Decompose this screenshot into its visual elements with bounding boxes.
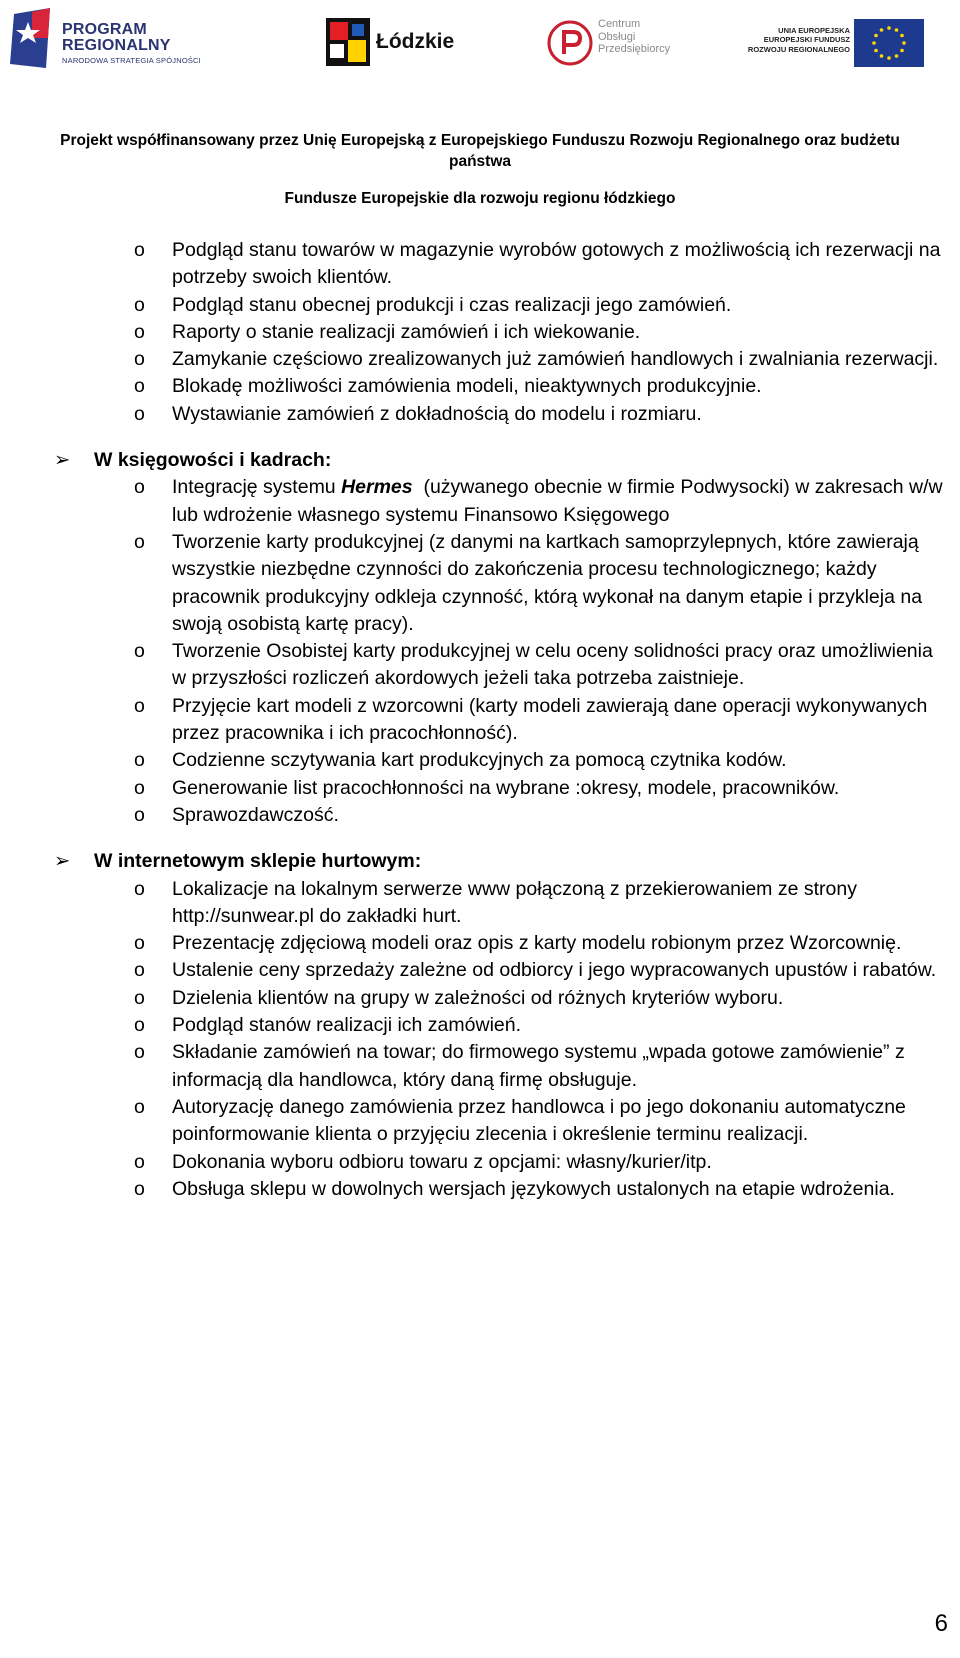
eu-star (880, 28, 884, 32)
section-heading-sklep (0, 848, 960, 875)
circle-bullet-icon: o (134, 694, 145, 717)
list-item-text: Ustalenie ceny sprzedaży zależne od odbiorcy i jego wypracowanych upustów i rabatów. (172, 959, 937, 982)
eu-line1: UNIA EUROPEJSKA (778, 26, 850, 35)
list-item-text: Dzielenia klientów na grupy w zależności od różnych kryteriów wyboru. (172, 986, 784, 1009)
cop-line3: Przedsiębiorcy (598, 43, 671, 56)
list-item-text: Składanie zamówień na towar; do firmowego systemu „wpada gotowe zamówienie” z informacją dla handlowca, który daną firmę obsługuje. (172, 1041, 905, 1091)
document-body (0, 237, 960, 1203)
list-item (0, 693, 960, 748)
list-item (0, 529, 960, 638)
eu-star (872, 41, 876, 45)
circle-bullet-icon: o (134, 749, 145, 772)
list-item-text: Dokonania wyboru odbioru towaru z opcjami: własny/kurier/itp. (172, 1150, 712, 1173)
circle-bullet-icon: o (134, 1041, 145, 1064)
circle-bullet-icon: o (134, 348, 145, 371)
hermes-text-after: (używanego obecnie w firmie Podwysocki) w zakresach w/w lub wdrożenie własnego systemu Finansowo Księgowego (172, 476, 954, 526)
cop-line1: Centrum (598, 18, 641, 30)
list-item (0, 802, 960, 829)
eu-star (874, 34, 878, 38)
section-title-sklep: W internetowym sklepie hurtowym: (94, 850, 422, 873)
lodzkie-squares-logo-icon (326, 18, 370, 66)
circle-bullet-icon: o (134, 640, 145, 663)
list-item-text: Raporty o stanie realizacji zamówień i ich wiekowanie. (172, 320, 641, 343)
circle-bullet-icon: o (134, 1095, 145, 1118)
list-item (0, 1149, 960, 1176)
list-item (0, 292, 960, 319)
eu-flag-icon (854, 19, 924, 67)
eu-star (895, 54, 899, 58)
arrow-bullet-icon: ➢ (54, 449, 71, 472)
strategia-label: NARODOWA STRATEGIA SPÓJNOŚCI (62, 56, 201, 65)
eu-line2: EUROPEJSKI FUNDUSZ (763, 35, 850, 45)
intro-list (0, 237, 960, 428)
list-item-text: Codzienne sczytywania kart produkcyjnych za pomocą czytnika kodów. (172, 749, 787, 772)
circle-bullet-icon: o (134, 476, 145, 499)
list-item-text: Sprawozdawczość. (172, 803, 339, 826)
list-item (0, 747, 960, 774)
cop-logo (546, 8, 671, 72)
eu-line3: ROZWOJU REGIONALNEGO (747, 44, 850, 54)
circle-bullet-icon: o (134, 986, 145, 1009)
list-item (0, 957, 960, 984)
list-item-text: Zamykanie częściowo zrealizowanych już zamówień handlowych i zwalniania rezerwacji. (172, 348, 939, 371)
list-item (0, 775, 960, 802)
eu-star (887, 56, 891, 60)
cop-line2: Obsługi (598, 30, 636, 43)
list-item (0, 876, 960, 931)
list-item-text: Podgląd stanu obecnej produkcji i czas realizacji jego zamówień. (172, 293, 732, 316)
cofinancing-note (0, 130, 960, 172)
circle-bullet-icon: o (134, 320, 145, 343)
logo-bar (0, 0, 960, 86)
list-item (0, 346, 960, 373)
circle-bullet-icon: o (134, 293, 145, 316)
star-flag-logo-icon (10, 8, 58, 70)
fundusze-heading: Fundusze Europejskie dla rozwoju regionu łódzkiego (284, 190, 676, 207)
lodzkie-label: Łódzkie (376, 30, 455, 53)
list-item (0, 474, 960, 529)
cofinancing-line2: państwa (448, 153, 511, 170)
circle-bullet-icon: o (134, 1177, 145, 1200)
list-item (0, 237, 960, 292)
list-item (0, 930, 960, 957)
circle-bullet-icon: o (134, 1150, 145, 1173)
list-item-text: Tworzenie Osobistej karty produkcyjnej w celu oceny solidności pracy oraz umożliwienia w przyszłości rozliczeń akordowych jeżeli taka potrzeba zaistnieje. (172, 640, 933, 690)
list-item-text: Blokadę możliwości zamówienia modeli, nieaktywnych produkcyjnie. (172, 375, 762, 398)
list-item-text: Wystawianie zamówień z dokładnością do modelu i rozmiaru. (172, 402, 702, 425)
circle-bullet-icon: o (134, 803, 145, 826)
arrow-bullet-icon: ➢ (54, 850, 71, 873)
list-item (0, 319, 960, 346)
eu-star (874, 49, 878, 53)
list-item (0, 985, 960, 1012)
list-item (0, 1012, 960, 1039)
lodzkie-logo (326, 8, 466, 72)
circle-bullet-icon: o (134, 239, 145, 261)
program-label: PROGRAM (62, 21, 147, 38)
page-number: 6 (934, 1610, 948, 1637)
hermes-text-before: Integrację systemu (172, 476, 342, 499)
eu-star (887, 26, 891, 30)
cofinancing-line1: Projekt współfinansowany przez Unię Europejską z Europejskiego Funduszu Rozwoju Regionalnego oraz budżetu (60, 132, 900, 149)
program-regionalny-logo (10, 8, 210, 72)
list-item-text: Podgląd stanu towarów w magazynie wyrobów gotowych z możliwością ich rezerwacji na potrzeby swoich klientów. (172, 239, 941, 289)
regionalny-label: REGIONALNY (62, 37, 171, 54)
list-item (0, 1039, 960, 1094)
list-item-text: Generowanie list pracochłonności na wybrane :okresy, modele, pracowników. (172, 776, 840, 799)
eu-star (895, 28, 899, 32)
eu-logo (736, 8, 932, 72)
circle-bullet-icon: o (134, 530, 145, 553)
list-item-text: Przyjęcie kart modeli z wzorcowni (karty modeli zawierają dane operacji wykonywanych przez pracownika i ich pracochłonność). (172, 694, 928, 745)
list-item (0, 1176, 960, 1203)
hermes-emphasis: Hermes (341, 476, 413, 499)
list-item-text: Tworzenie karty produkcyjnej (z danymi na kartkach samoprzylepnych, które zawierają wszystkie niezbędne czynności do zakończenia procesu technologicznego; każdy pracownik produkcyjny odkleja czynność, którą wykonał na danym etapie i przykleja na swoją osobistą kartę pracy). (172, 530, 923, 635)
list-item-text: Podgląd stanów realizacji ich zamówień. (172, 1014, 522, 1037)
circle-bullet-icon: o (134, 877, 145, 900)
list-item (0, 401, 960, 428)
list-item-text: Obsługa sklepu w dowolnych wersjach językowych ustalonych na etapie wdrożenia. (172, 1177, 895, 1200)
section-heading-ksiegowosc (0, 447, 960, 474)
list-item-text: Lokalizacje na lokalnym serwerze www połączoną z przekierowaniem ze strony http://sunwear.pl do zakładki hurt. (172, 877, 857, 927)
circle-bullet-icon: o (134, 402, 145, 425)
eu-star (880, 54, 884, 58)
ksiegowosc-list (0, 529, 960, 829)
eu-star (900, 49, 904, 53)
list-item-text: Autoryzację danego zamówienia przez handlowca i po jego dokonaniu automatyczne poinformowanie klienta o przyjęciu zlecenia i określenie terminu realizacji. (172, 1095, 906, 1146)
cop-p-logo-icon (546, 18, 594, 68)
circle-bullet-icon: o (134, 1014, 145, 1037)
list-item (0, 638, 960, 693)
eu-star (900, 34, 904, 38)
sklep-list (0, 876, 960, 1204)
eu-star (902, 41, 906, 45)
list-item-text: Prezentację zdjęciową modeli oraz opis z karty modelu robionym przez Wzorcownię. (172, 932, 902, 955)
circle-bullet-icon: o (134, 959, 145, 982)
circle-bullet-icon: o (134, 776, 145, 799)
list-item (0, 373, 960, 400)
circle-bullet-icon: o (134, 375, 145, 398)
list-item (0, 1094, 960, 1149)
section-title-ksiegowosc: W księgowości i kadrach: (94, 449, 332, 472)
circle-bullet-icon: o (134, 932, 145, 955)
